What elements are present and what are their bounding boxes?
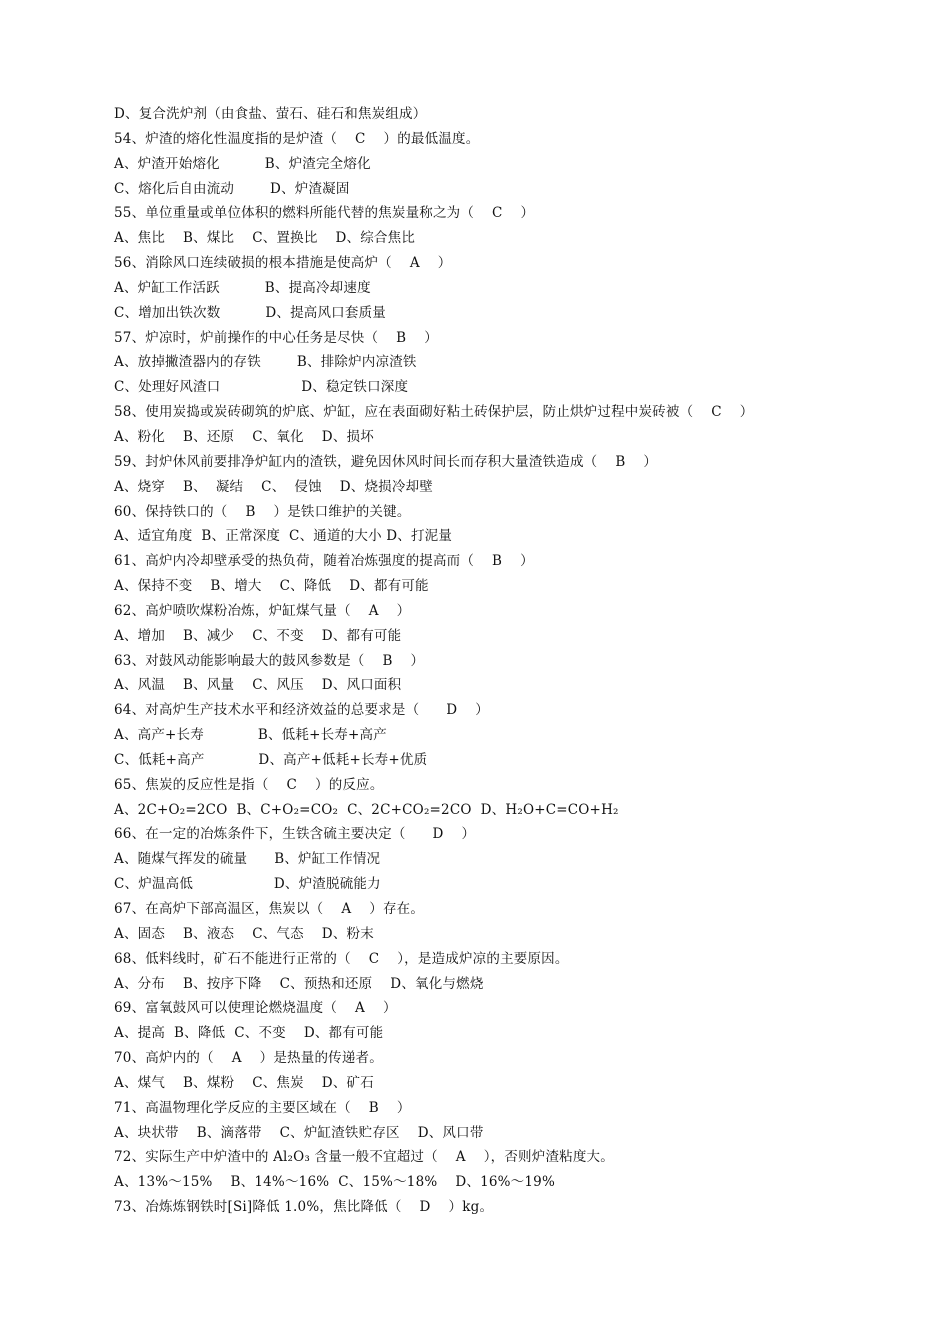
question-list: [114, 102, 914, 1220]
question-stem: 68、低料线时，矿石不能进行正常的（ C ），是造成炉凉的主要原因。: [114, 950, 569, 967]
answer-options: D、复合洗炉剂（由食盐、萤石、硅石和焦炭组成）: [114, 106, 427, 122]
answer-options: C、炉温高低 D、炉渣脱硫能力: [114, 876, 381, 893]
answer-options: A、块状带 B、滴落带 C、炉缸渣铁贮存区 D、风口带: [114, 1124, 484, 1141]
question-stem: 69、富氧鼓风可以使理论燃烧温度（ A ）: [114, 1000, 397, 1017]
answer-options: A、放掉撇渣器内的存铁 B、排除炉内凉渣铁: [114, 354, 417, 371]
answer-options: A、烧穿 B、 凝结 C、 侵蚀 D、烧损冷却壁: [114, 478, 433, 495]
answer-options: A、2C+O₂=2CO B、C+O₂=CO₂ C、2C+CO₂=2CO D、H₂O+C=CO+H₂: [114, 801, 619, 818]
answer-options: A、高产+长寿 B、低耗+长寿+高产: [114, 727, 387, 744]
answer-options: A、炉渣开始熔化 B、炉渣完全熔化: [114, 155, 371, 172]
question-stem: 72、实际生产中炉渣中的 Al₂O₃ 含量一般不宜超过（ A ），否则炉渣粘度大。: [114, 1149, 614, 1166]
question-stem: 67、在高炉下部高温区，焦炭以（ A ）存在。: [114, 901, 425, 917]
answer-options: A、炉缸工作活跃 B、提高冷却速度: [114, 279, 371, 296]
answer-options: C、增加出铁次数 D、提高风口套质量: [114, 304, 386, 321]
answer-options: C、熔化后自由流动 D、炉渣凝固: [114, 180, 350, 197]
question-stem: 60、保持铁口的（ B ）是铁口维护的关键。: [114, 503, 411, 520]
answer-options: A、增加 B、减少 C、不变 D、都有可能: [114, 627, 402, 644]
answer-options: C、低耗+高产 D、高产+低耗+长寿+优质: [114, 751, 428, 768]
answer-options: A、保持不变 B、增大 C、降低 D、都有可能: [114, 578, 429, 595]
question-stem: 71、高温物理化学反应的主要区域在（ B ）: [114, 1099, 411, 1116]
question-stem: 62、高炉喷吹煤粉冶炼，炉缸煤气量（ A ）: [114, 602, 411, 619]
answer-options: A、随煤气挥发的硫量 B、炉缸工作情况: [114, 851, 381, 868]
question-stem: 65、焦炭的反应性是指（ C ）的反应。: [114, 776, 384, 793]
answer-options: A、提高 B、降低 C、不变 D、都有可能: [114, 1025, 384, 1042]
question-stem: 63、对鼓风动能影响最大的鼓风参数是（ B ）: [114, 652, 425, 669]
question-stem: 56、消除风口连续破损的根本措施是使高炉（ A ）: [114, 255, 452, 272]
answer-options: C、处理好风渣口 D、稳定铁口深度: [114, 379, 409, 396]
answer-options: A、粉化 B、还原 C、氧化 D、损坏: [114, 428, 374, 445]
question-stem: 66、在一定的冶炼条件下，生铁含硫主要决定（ D ）: [114, 826, 476, 843]
answer-options: A、焦比 B、煤比 C、置换比 D、综合焦比: [114, 230, 416, 247]
question-stem: 55、单位重量或单位体积的燃料所能代替的焦炭量称之为（ C ）: [114, 205, 535, 222]
answer-options: A、分布 B、按序下降 C、预热和还原 D、氧化与燃烧: [114, 975, 484, 992]
question-stem: 57、炉凉时，炉前操作的中心任务是尽快（ B ）: [114, 329, 438, 346]
question-stem: 59、封炉休风前要排净炉缸内的渣铁，避免因休风时间长而存积大量渣铁造成（ B ）: [114, 453, 658, 470]
question-stem: 54、炉渣的熔化性温度指的是炉渣（ C ）的最低温度。: [114, 130, 480, 147]
answer-options: A、煤气 B、煤粉 C、焦炭 D、矿石: [114, 1074, 374, 1091]
question-stem: 58、使用炭捣或炭砖砌筑的炉底、炉缸，应在表面砌好粘土砖保护层，防止烘炉过程中炭砖被（ C ）: [114, 404, 754, 421]
answer-options: A、固态 B、液态 C、气态 D、粉末: [114, 925, 374, 942]
question-stem: 61、高炉内冷却壁承受的热负荷，随着冶炼强度的提高而（ B ）: [114, 553, 534, 570]
question-stem: 64、对高炉生产技术水平和经济效益的总要求是（ D ）: [114, 702, 489, 719]
answer-options: A、适宜角度 B、正常深度 C、通道的大小 D、打泥量: [114, 528, 453, 545]
question-stem: 73、冶炼炼钢铁时[Si]降低 1.0%，焦比降低（ D ）kg。: [114, 1199, 494, 1216]
answer-options: A、13%～15% B、14%～16% C、15%～18% D、16%～19%: [114, 1174, 555, 1191]
answer-options: A、风温 B、风量 C、风压 D、风口面积: [114, 677, 402, 694]
question-stem: 70、高炉内的（ A ）是热量的传递者。: [114, 1050, 383, 1067]
